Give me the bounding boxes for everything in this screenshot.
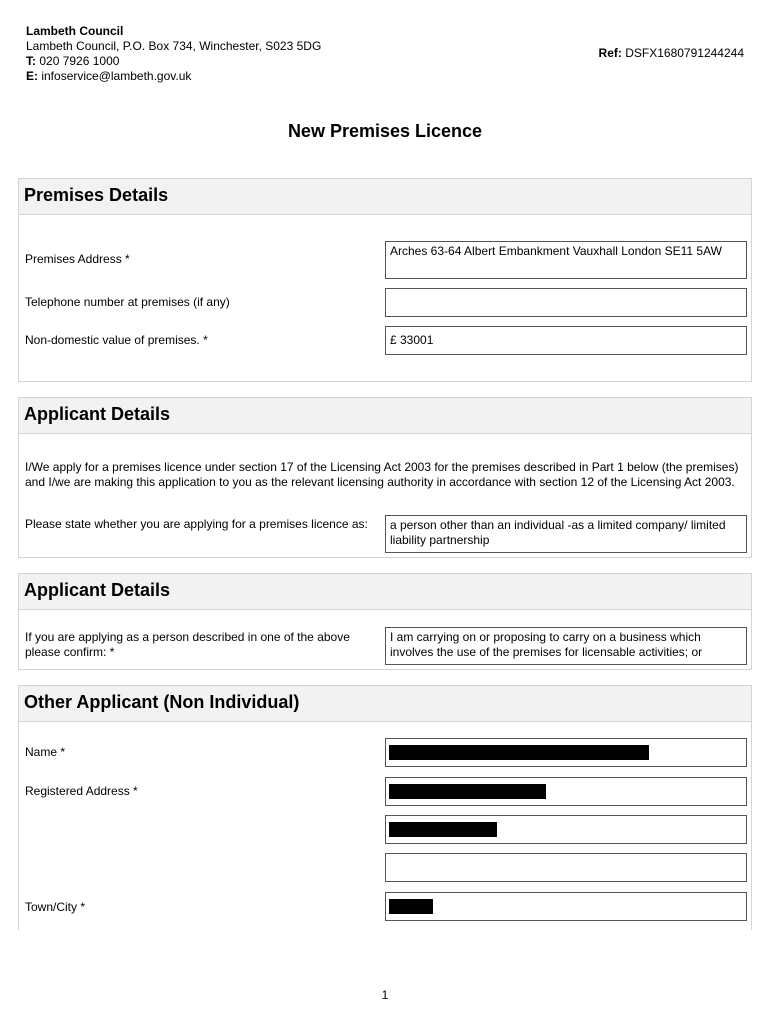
applicant-confirm-section <box>18 573 752 670</box>
town-field[interactable] <box>385 892 747 921</box>
premises-phone-field[interactable] <box>385 288 747 317</box>
council-address: Lambeth Council, P.O. Box 734, Winchester, S023 5DG <box>26 39 322 53</box>
premises-value-label: Non-domestic value of premises. * <box>25 333 208 347</box>
registered-address-line-3[interactable] <box>385 853 747 882</box>
council-name: Lambeth Council <box>26 24 124 38</box>
applicant-type-field[interactable]: a person other than an individual -as a limited company/ limited liability partnership <box>385 515 747 553</box>
reference-number: Ref: DSFX1680791244244 <box>598 46 744 60</box>
premises-address-label: Premises Address * <box>25 252 130 266</box>
section-heading: Applicant Details <box>19 574 751 610</box>
redacted-name <box>389 745 649 760</box>
page-title: New Premises Licence <box>287 121 483 141</box>
section-heading: Applicant Details <box>19 398 751 434</box>
premises-value-field[interactable]: £ 33001 <box>385 326 747 355</box>
redacted-address-line-1 <box>389 784 546 799</box>
registered-address-line-2[interactable] <box>385 815 747 844</box>
name-label: Name * <box>25 745 66 759</box>
premises-details-section <box>18 178 752 382</box>
applicant-confirm-label: If you are applying as a person described in one of the above please confirm: * <box>25 630 350 659</box>
council-email: E: infoservice@lambeth.gov.uk <box>26 69 192 83</box>
applicant-confirm-field[interactable]: I am carrying on or proposing to carry on a business which involves the use of the premises for licensable activities; or <box>385 627 747 665</box>
other-applicant-section <box>18 685 752 930</box>
applicant-type-label: Please state whether you are applying for a premises licence as: <box>25 517 368 531</box>
section-heading: Premises Details <box>19 179 751 215</box>
council-header <box>26 24 321 84</box>
name-field[interactable] <box>385 738 747 767</box>
applicant-details-section <box>18 397 752 558</box>
applicant-intro-text: I/We apply for a premises licence under section 17 of the Licensing Act 2003 for the premises described in Part 1 below (the premises) and I/we are making this application to you as the relevant licensing authority in accordance with section 12 of the Licensing Act 2003. <box>25 460 739 489</box>
council-telephone: T: 020 7926 1000 <box>26 54 120 68</box>
premises-address-field[interactable]: Arches 63-64 Albert Embankment Vauxhall London SE11 5AW <box>385 241 747 279</box>
redacted-town <box>389 899 433 914</box>
page-number: 1 <box>381 988 389 1002</box>
section-heading: Other Applicant (Non Individual) <box>19 686 751 722</box>
registered-address-line-1[interactable] <box>385 777 747 806</box>
redacted-address-line-2 <box>389 822 497 837</box>
town-label: Town/City * <box>25 900 86 914</box>
registered-address-label: Registered Address * <box>25 784 138 798</box>
premises-phone-label: Telephone number at premises (if any) <box>25 295 230 309</box>
